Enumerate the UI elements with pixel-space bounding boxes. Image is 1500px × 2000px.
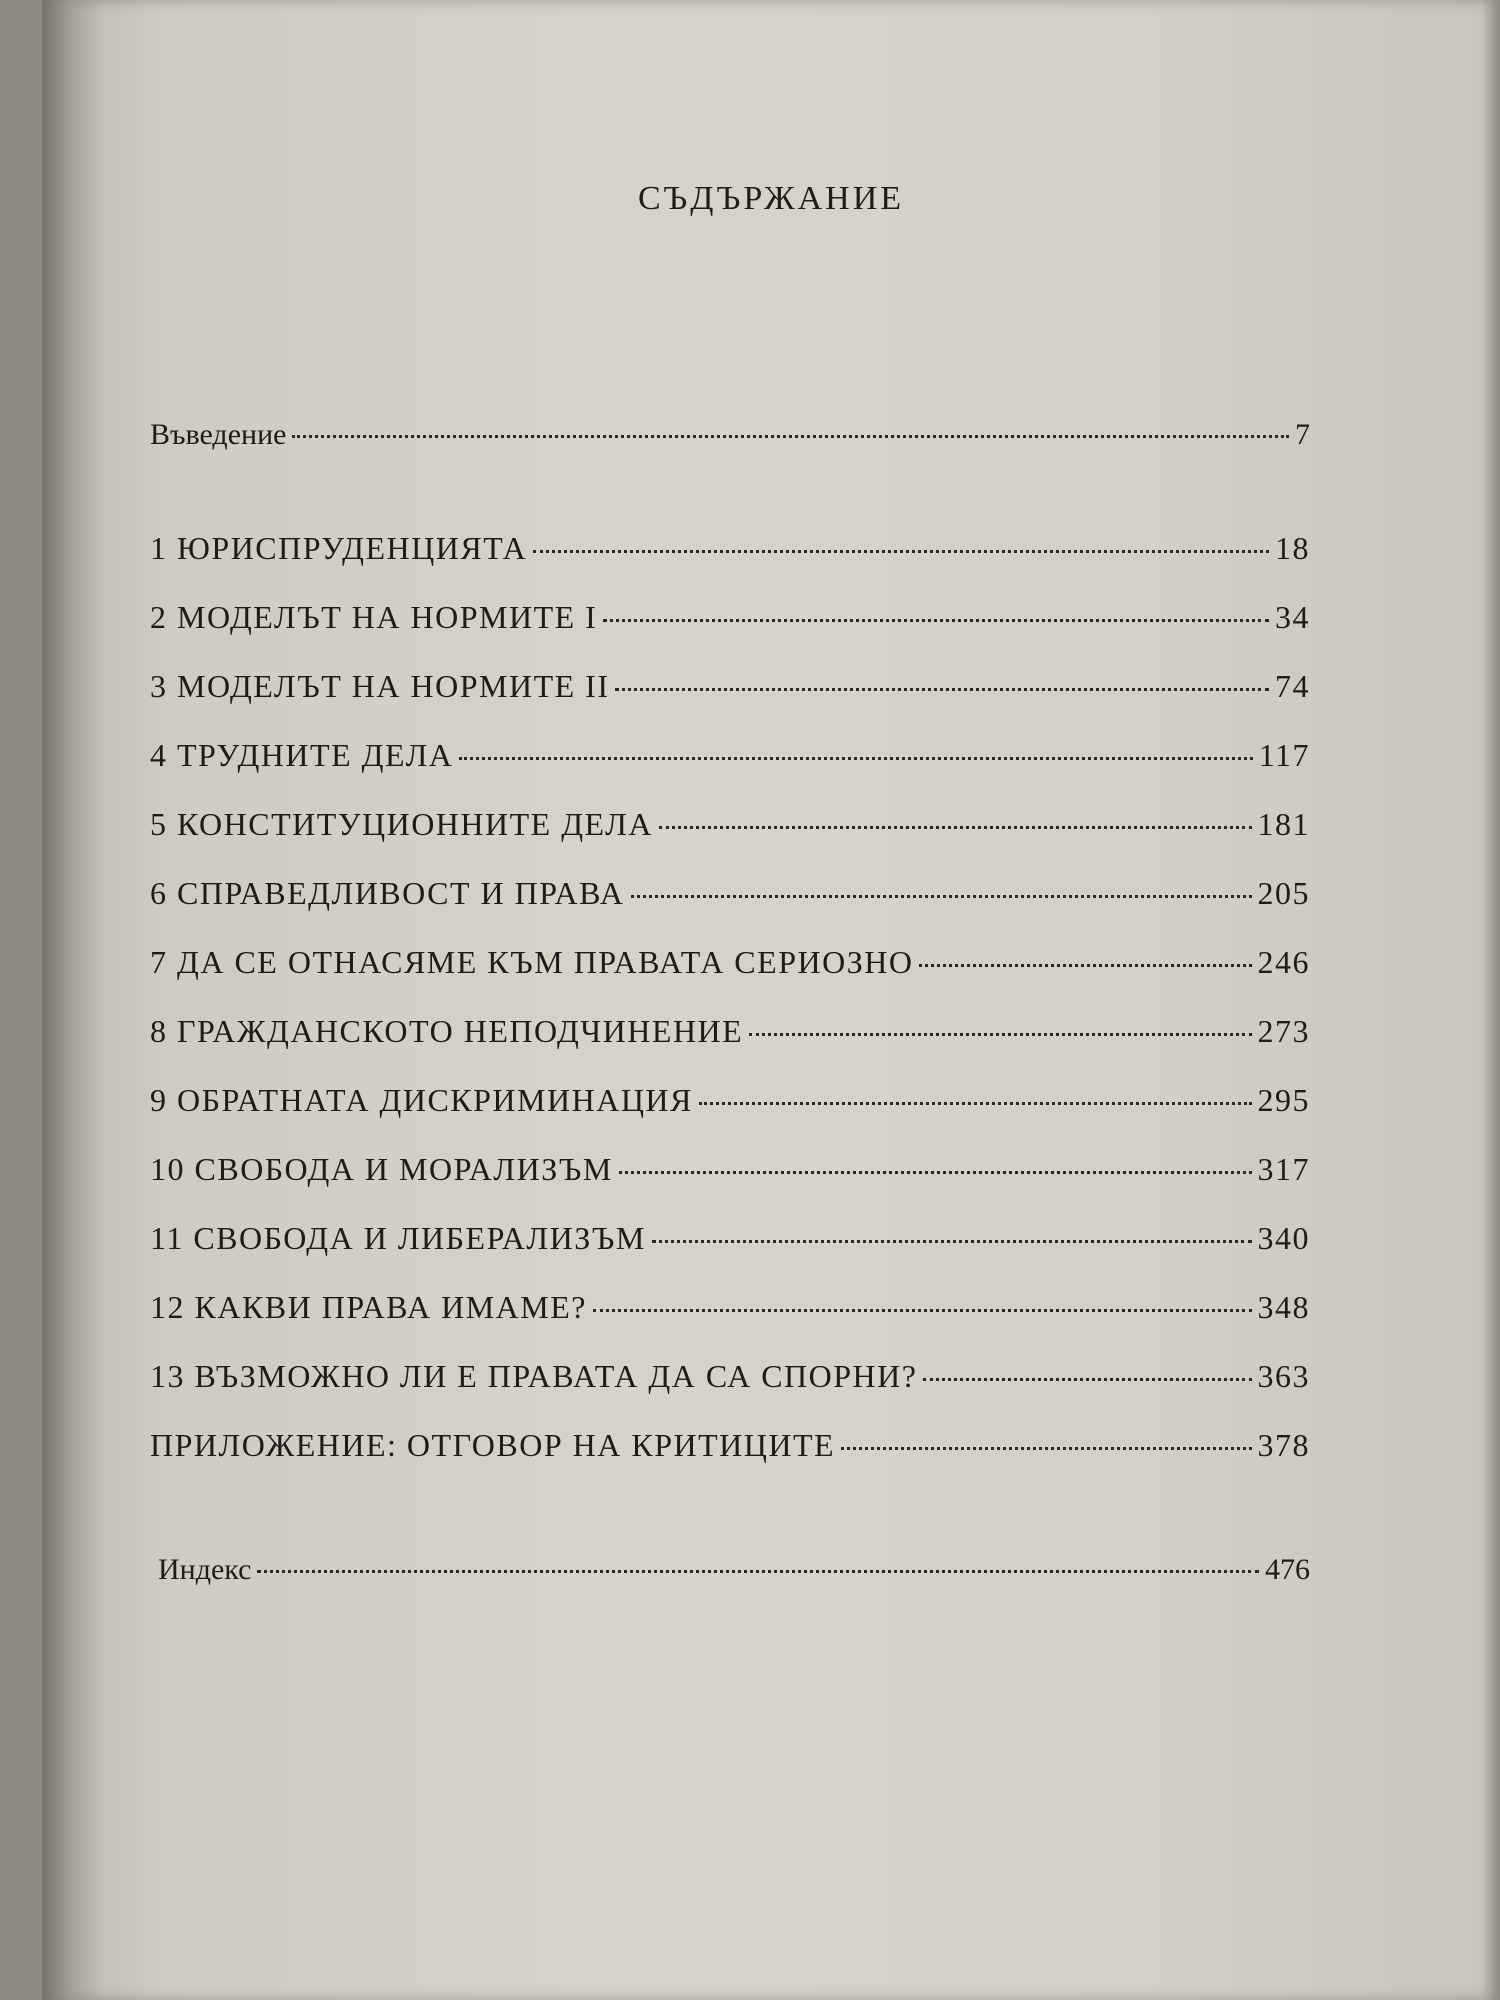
toc-entry-chapter-12 (150, 1289, 1310, 1326)
toc-entry-chapter-10 (150, 1151, 1310, 1188)
toc-entry-label: 9 ОБРАТНАТА ДИСКРИМИНАЦИЯ (150, 1082, 693, 1118)
dot-leader (257, 1570, 1259, 1573)
dot-leader (615, 688, 1269, 691)
toc-entry-label: Индекс (158, 1553, 252, 1586)
toc-entry-label: 7 ДА СЕ ОТНАСЯМЕ КЪМ ПРАВАТА СЕРИОЗНО (150, 944, 914, 980)
toc-entry-page: 363 (1257, 1358, 1310, 1394)
toc-entry-label: 4 ТРУДНИТЕ ДЕЛА (150, 737, 454, 773)
toc-entry-page: 378 (1257, 1427, 1310, 1463)
toc-entry-chapter-11 (150, 1220, 1310, 1257)
dot-leader (919, 964, 1251, 967)
dot-leader (619, 1171, 1252, 1174)
toc-entry-chapter-8 (150, 1013, 1310, 1050)
page-title: СЪДЪРЖАНИЕ (637, 180, 905, 217)
toc-entry-page: 246 (1257, 944, 1310, 980)
toc-entry-page: 205 (1257, 875, 1310, 911)
dot-leader (749, 1033, 1251, 1036)
toc-entry-label: 5 КОНСТИТУЦИОННИТЕ ДЕЛА (150, 806, 653, 842)
toc-entry-page: 295 (1257, 1082, 1310, 1118)
toc-entry-index (158, 1553, 1310, 1587)
page-edge-shadow (1482, 0, 1500, 2000)
dot-leader (923, 1378, 1251, 1381)
toc-entry-page: 7 (1295, 418, 1310, 451)
dot-leader (652, 1240, 1252, 1243)
toc-entry-label: 6 СПРАВЕДЛИВОСТ И ПРАВА (150, 875, 625, 911)
toc-entry-chapter-6 (150, 875, 1310, 912)
toc-entry-label: 12 КАКВИ ПРАВА ИМАМЕ? (150, 1289, 587, 1325)
dot-leader (659, 826, 1252, 829)
toc-entry-page: 117 (1258, 737, 1310, 773)
toc-entry-chapter-7 (150, 944, 1310, 981)
toc-entry-label: 1 ЮРИСПРУДЕНЦИЯТА (150, 530, 528, 566)
dot-leader (459, 757, 1252, 760)
dot-leader (292, 435, 1289, 438)
toc-entry-page: 273 (1257, 1013, 1310, 1049)
toc-entry-chapter-3 (150, 668, 1310, 705)
toc-entry-appendix (150, 1427, 1310, 1464)
toc-entry-chapter-5 (150, 806, 1310, 843)
toc-entry-page: 181 (1257, 806, 1310, 842)
toc-entry-label: Въведение (150, 418, 287, 451)
dot-leader (533, 550, 1269, 553)
toc-entry-introduction (150, 418, 1310, 452)
toc-entry-chapter-1 (150, 530, 1310, 567)
toc-entry-chapter-9 (150, 1082, 1310, 1119)
toc-entry-label: 10 СВОБОДА И МОРАЛИЗЪМ (150, 1151, 613, 1187)
toc-entry-page: 18 (1275, 530, 1310, 566)
toc-entry-label: 11 СВОБОДА И ЛИБЕРАЛИЗЪМ (150, 1220, 646, 1256)
toc-entry-label: 3 МОДЕЛЪТ НА НОРМИТЕ II (150, 668, 610, 704)
toc-entry-page: 476 (1265, 1553, 1310, 1586)
toc-entry-page: 317 (1257, 1151, 1310, 1187)
toc-entry-chapter-4 (150, 737, 1310, 774)
toc-entry-chapter-2 (150, 599, 1310, 636)
dot-leader (841, 1447, 1251, 1450)
toc-entry-label: 13 ВЪЗМОЖНО ЛИ Е ПРАВАТА ДА СА СПОРНИ? (150, 1358, 918, 1394)
toc-entry-page: 348 (1257, 1289, 1310, 1325)
dot-leader (603, 619, 1269, 622)
toc-entry-page: 34 (1275, 599, 1310, 635)
spine-shadow (42, 0, 102, 2000)
toc-entry-label: 8 ГРАЖДАНСКОТО НЕПОДЧИНЕНИЕ (150, 1013, 744, 1049)
book-page (42, 0, 1500, 2000)
toc-entry-page: 340 (1257, 1220, 1310, 1256)
dot-leader (699, 1102, 1252, 1105)
toc-entry-page: 74 (1275, 668, 1310, 704)
toc-entry-label: 2 МОДЕЛЪТ НА НОРМИТЕ I (150, 599, 598, 635)
toc-entry-label: ПРИЛОЖЕНИЕ: ОТГОВОР НА КРИТИЦИТЕ (150, 1427, 836, 1463)
dot-leader (631, 895, 1252, 898)
toc-entry-chapter-13 (150, 1358, 1310, 1395)
dot-leader (593, 1309, 1252, 1312)
